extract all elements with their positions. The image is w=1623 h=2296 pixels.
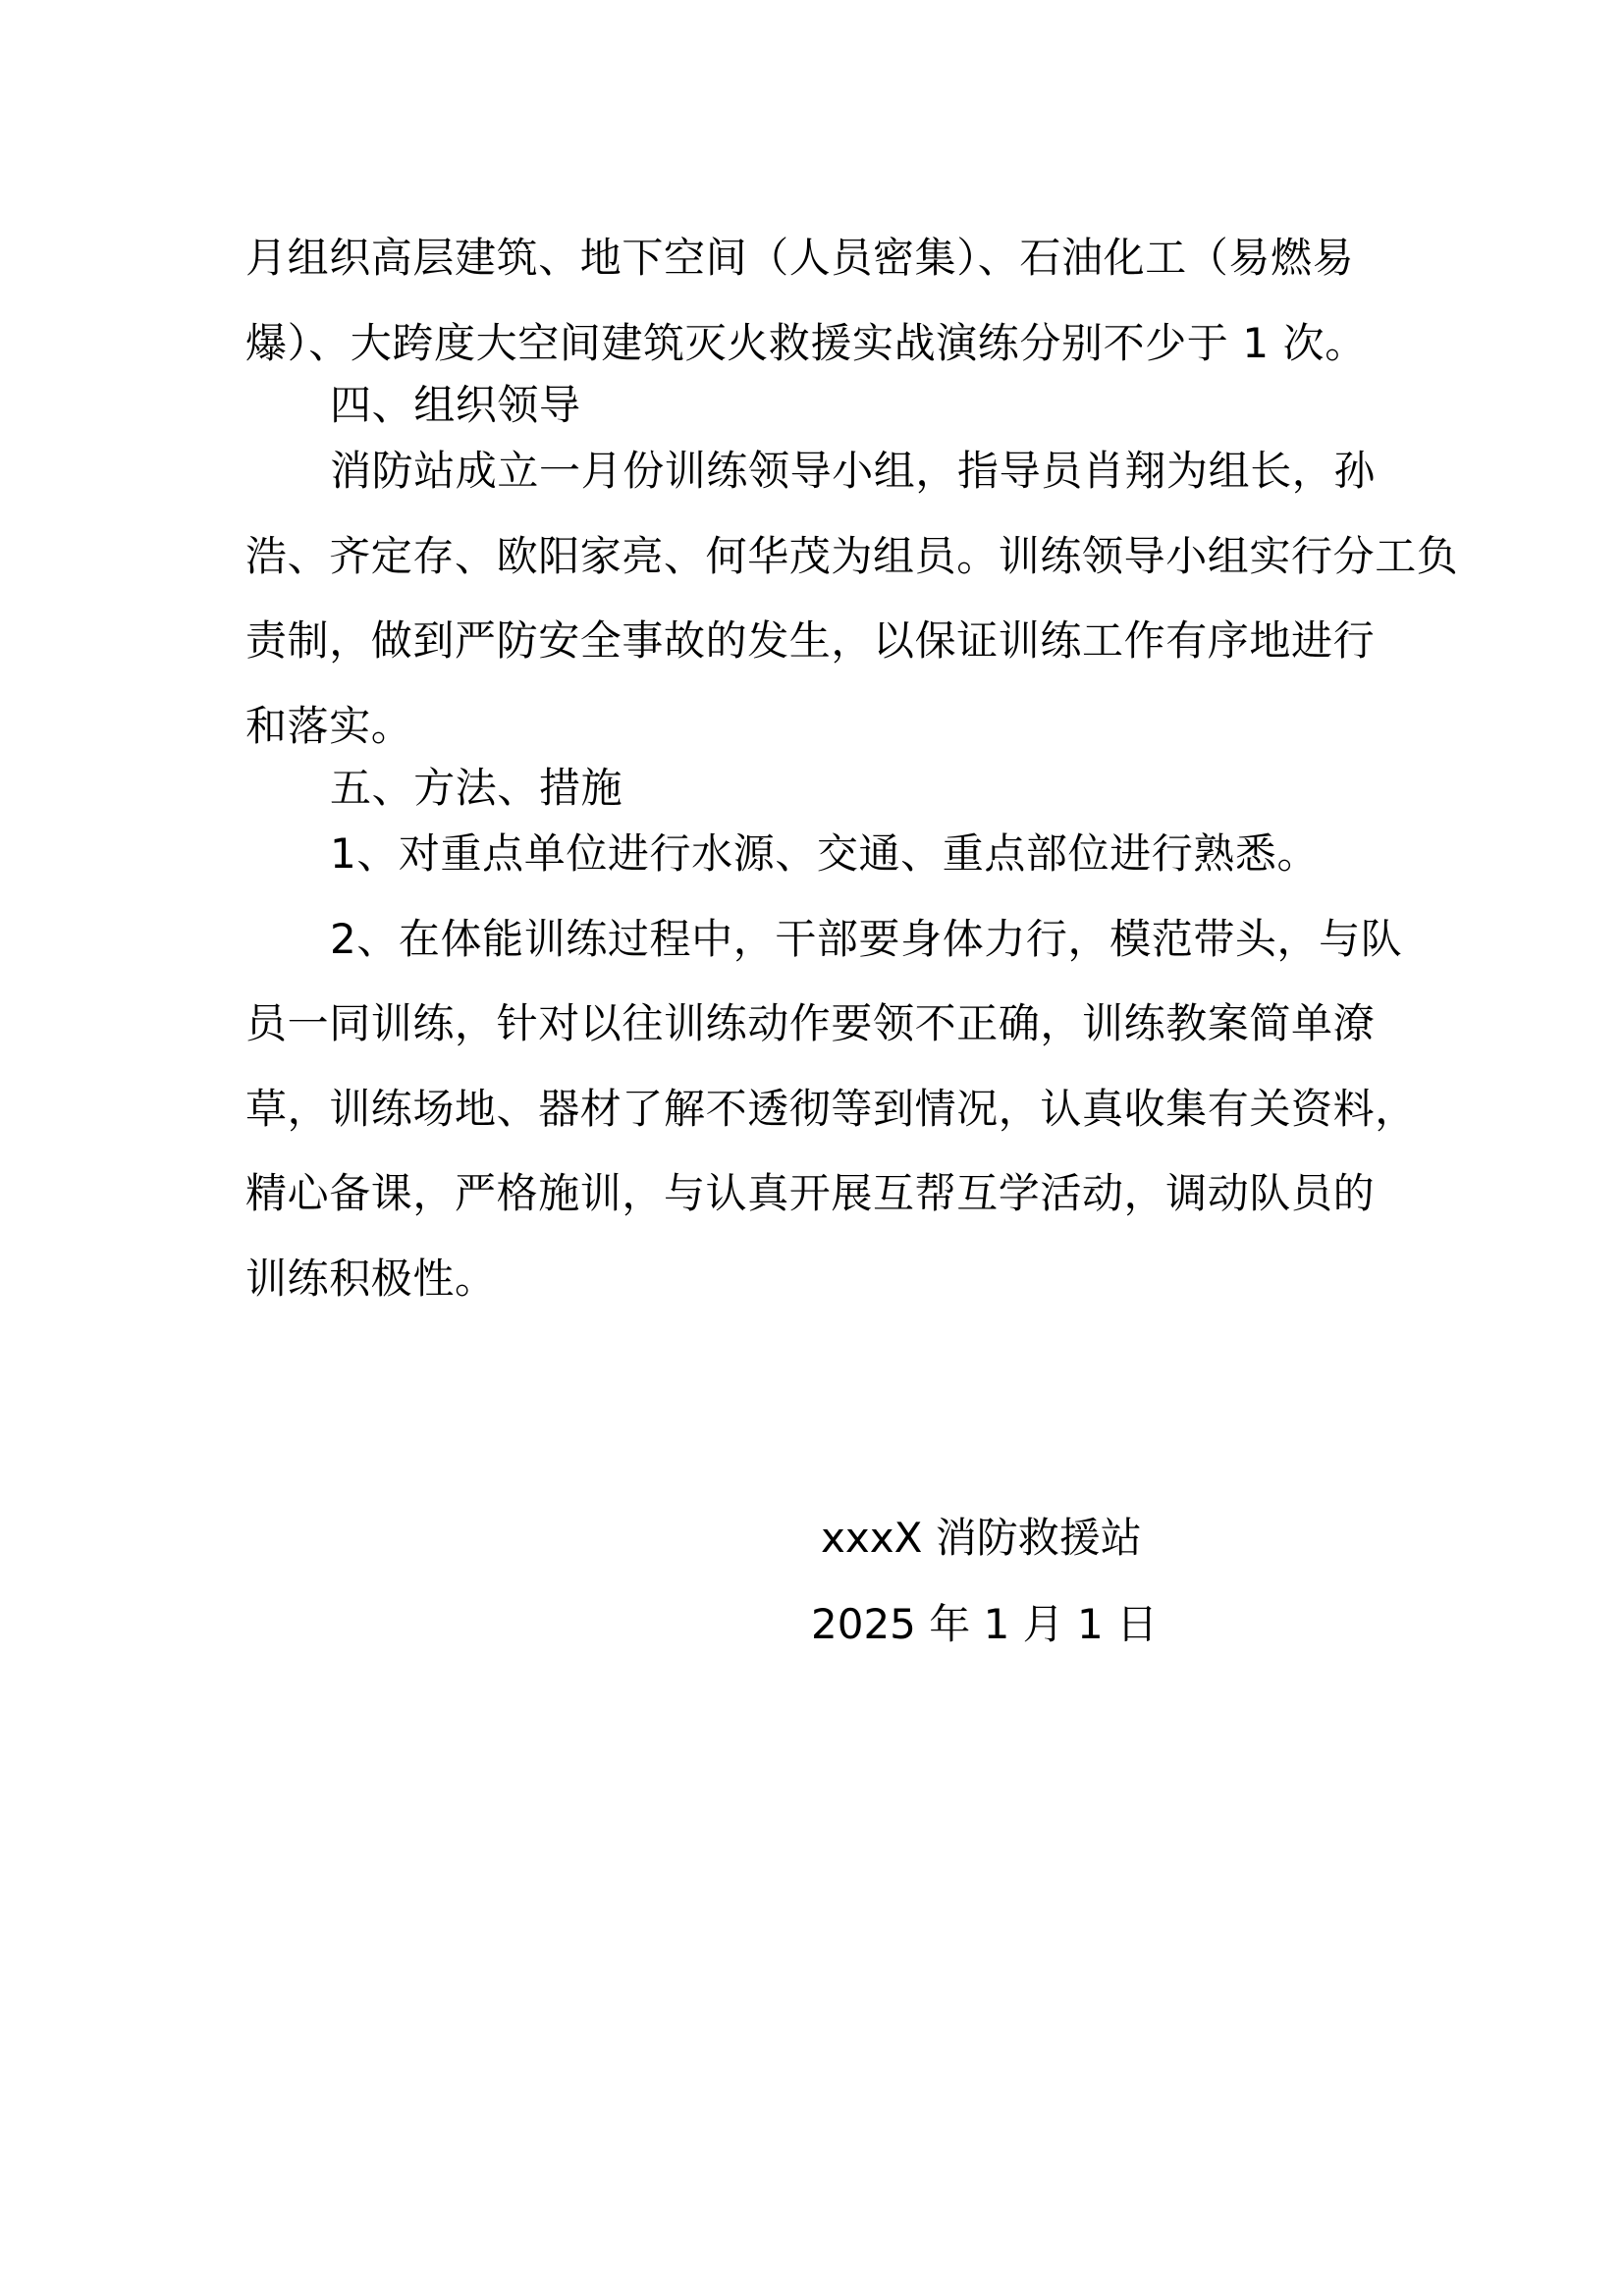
list-item: 2、在体能训练过程中，干部要身体力行，模范带头，与队 bbox=[330, 915, 1403, 963]
signature-organization: xxxX 消防救援站 bbox=[821, 1514, 1142, 1562]
section-heading: 四、组织领导 bbox=[330, 381, 581, 429]
signature-date: 2025 年 1 月 1 日 bbox=[811, 1600, 1159, 1648]
list-item: 1、对重点单位进行水源、交通、重点部位进行熟悉。 bbox=[330, 829, 1320, 878]
paragraph-line: 浩、齐定存、欧阳家亮、何华茂为组员。训练领导小组实行分工负 bbox=[245, 532, 1459, 580]
paragraph-line: 消防站成立一月份训练领导小组，指导员肖翔为组长，孙 bbox=[330, 447, 1377, 495]
paragraph-line: 和落实。 bbox=[245, 702, 413, 750]
paragraph-line: 员一同训练，针对以往训练动作要领不正确，训练教案简单潦 bbox=[245, 999, 1376, 1047]
paragraph-line: 责制，做到严防安全事故的发生，以保证训练工作有序地进行 bbox=[245, 616, 1376, 665]
paragraph-line: 草，训练场地、器材了解不透彻等到情况，认真收集有关资料， bbox=[245, 1085, 1417, 1133]
paragraph-line: 精心备课，严格施训，与认真开展互帮互学活动，调动队员的 bbox=[245, 1169, 1376, 1217]
section-heading: 五、方法、措施 bbox=[330, 764, 623, 812]
paragraph-line: 月组织高层建筑、地下空间（人员密集）、石油化工（易燃易 bbox=[245, 234, 1355, 282]
paragraph-line: 爆）、大跨度大空间建筑灭火救援实战演练分别不少于 1 次。 bbox=[245, 319, 1367, 367]
paragraph-line: 训练积极性。 bbox=[245, 1255, 497, 1303]
